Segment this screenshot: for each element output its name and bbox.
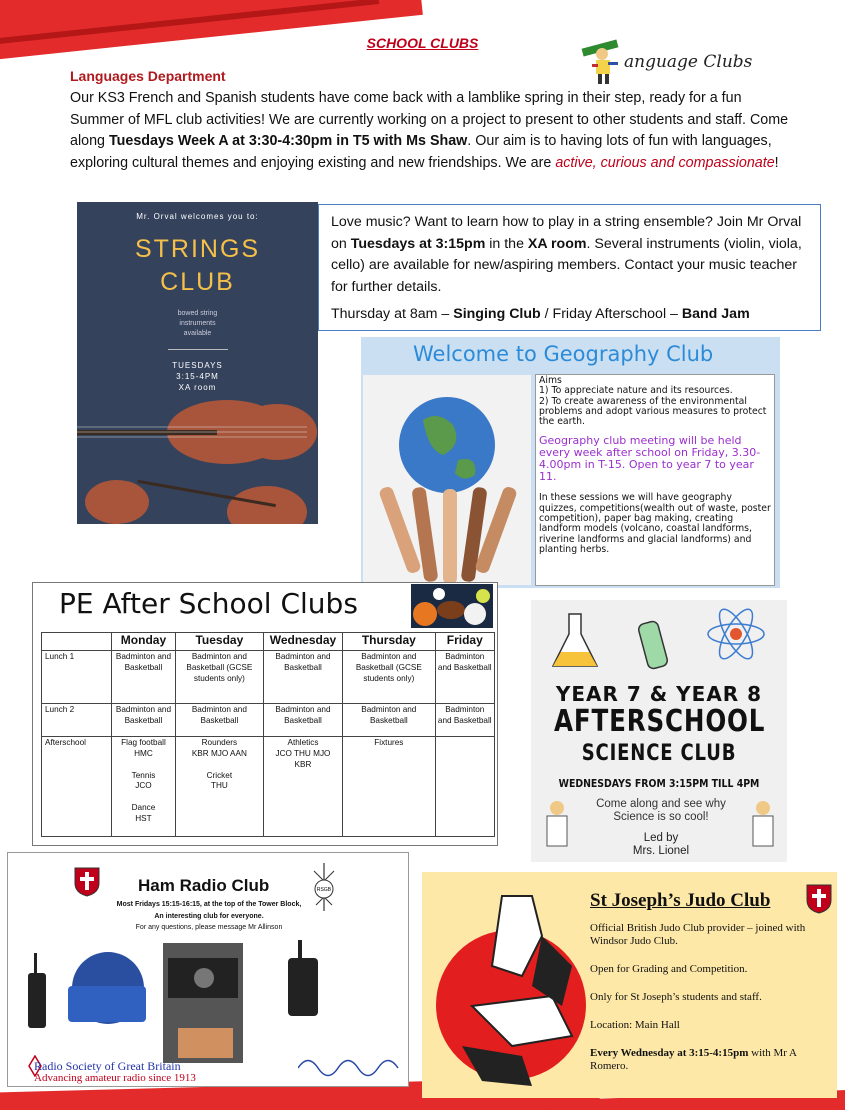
science-title-1: AFTERSCHOOL <box>554 704 766 739</box>
music-info-box <box>318 204 821 331</box>
languages-text-2: . Our aim is to having lots of fun with languages, exploring cultural themes and enjoying existing and new friendships. We are <box>70 133 772 171</box>
languages-text-3: ! <box>774 154 779 171</box>
club-staff: JCO THU MJO <box>275 748 331 758</box>
geography-text-panel <box>535 374 775 586</box>
club-name: Athletics <box>287 738 319 747</box>
page-title: SCHOOL CLUBS <box>366 35 479 51</box>
table-cell: Badminton and Basketball <box>435 651 494 704</box>
school-crest-icon <box>806 884 832 914</box>
table-cell: Badminton and Basketball <box>343 704 435 737</box>
table-cell: Badminton and Basketball <box>263 651 342 704</box>
table-cell <box>112 737 176 837</box>
strings-divider <box>168 349 228 350</box>
strings-club-poster <box>77 202 318 524</box>
club-name: Tennis <box>131 770 156 780</box>
geography-sessions: In these sessions we will have geography quizzes, competitions(wealth out of waste, poster competition), paper bag making, creating landform models (volcano, coastal landforms, riverine landforms and glacial landforms) and planting herbs. <box>539 492 771 555</box>
strings-welcome: Mr. Orval welcomes you to: <box>136 212 259 221</box>
languages-values: active, curious and compassionate <box>555 154 775 171</box>
table-cell <box>435 737 494 837</box>
table-row <box>42 704 495 737</box>
strings-sub-1: bowed string <box>177 310 218 317</box>
ham-society: Radio Society of Great Britain <box>34 1059 181 1073</box>
judo-eligibility: Only for St Joseph’s students and staff. <box>590 991 762 1003</box>
language-clubs-logo <box>578 38 758 88</box>
judo-throw-illustration <box>432 876 602 1096</box>
table-cell <box>343 737 435 837</box>
music-text-2: in the <box>485 235 528 252</box>
table-cell <box>263 737 342 837</box>
radio-equipment-illustration <box>8 938 409 1068</box>
geography-meeting: Geography club meeting will be held every week after school on Friday, 3.30-4.00pm in T-15. Open to year 7 to year 11. <box>539 434 761 484</box>
geography-aim-2: 2) To create awareness of the environmental problems and adopt various measures to protect the earth. <box>539 395 767 428</box>
geography-aims-label: Aims <box>539 375 562 386</box>
club-staff: HMC <box>134 748 153 758</box>
sports-balls-image <box>411 584 493 628</box>
science-years: YEAR 7 & YEAR 8 <box>555 682 763 706</box>
club-name: Rounders <box>201 738 238 747</box>
band-jam: Band Jam <box>681 306 750 322</box>
pe-col-header: Friday <box>435 633 494 651</box>
languages-text: Our KS3 French and Spanish students have come back with a lamblike spring in their step, ready for a fun Summer of MFL club activities! We are currently working on a project to present to other students and staff. Come along <box>70 90 789 149</box>
ham-radio-poster <box>7 852 409 1087</box>
judo-coach: with Mr A Romero. <box>590 1047 797 1072</box>
table-cell: Lunch 1 <box>42 651 112 704</box>
pe-col-header <box>42 633 112 651</box>
globe-icon <box>363 375 531 585</box>
school-crest-icon <box>74 867 100 897</box>
pe-col-header: Thursday <box>343 633 435 651</box>
ham-time: Most Fridays 15:15-16:15, at the top of the Tower Block, <box>116 901 302 908</box>
judo-heading: St Joseph’s Judo Club <box>590 890 771 911</box>
club-name: Flag football <box>121 738 166 747</box>
pe-heading: PE After School Clubs <box>59 587 358 620</box>
geography-heading: Welcome to Geography Club <box>413 342 714 366</box>
table-cell: Lunch 2 <box>42 704 112 737</box>
sports-balls-icon <box>411 584 493 628</box>
strings-day: TUESDAYS <box>172 361 223 370</box>
music-text-1: Love music? Want to learn how to play in a string ensemble? Join Mr Orval on <box>331 214 802 252</box>
judo-location: Location: Main Hall <box>590 1019 680 1031</box>
club-staff: KBR <box>294 759 312 769</box>
science-message: Come along and see why Science is so cool! <box>596 798 726 823</box>
ham-contact: For any questions, please message Mr Allinson <box>135 924 283 931</box>
judo-grading: Open for Grading and Competition. <box>590 963 748 975</box>
earth-hands-photo <box>363 375 531 585</box>
ham-slogan: Advancing amateur radio since 1913 <box>34 1072 196 1084</box>
judo-time: Every Wednesday at 3:15-4:15pm <box>590 1047 749 1059</box>
radio-wave-icon <box>298 1053 408 1083</box>
table-cell: Afterschool <box>42 737 112 837</box>
judo-body <box>590 922 830 1088</box>
geography-club-poster <box>361 337 780 588</box>
judo-provider: Official British Judo Club provider – joined with Windsor Judo Club. <box>590 922 806 947</box>
club-name: Dance <box>131 803 156 813</box>
rsgb-badge-text: RSGB <box>316 887 332 893</box>
languages-heading: Languages Department <box>70 68 226 84</box>
pe-col-header: Monday <box>112 633 176 651</box>
music-text-4: Thursday at 8am – <box>331 306 454 322</box>
music-time: Tuesdays at 3:15pm <box>350 235 486 252</box>
lab-equipment-icon <box>531 600 787 680</box>
club-staff: JCO <box>135 781 152 791</box>
science-teacher: Mrs. Lionel <box>632 845 690 857</box>
club-staff: KBR MJO AAN <box>191 748 247 758</box>
science-title-2: SCIENCE CLUB <box>581 741 737 766</box>
table-cell: Badminton and Basketball <box>435 704 494 737</box>
scientist-right-icon <box>743 798 783 858</box>
singing-club: Singing Club <box>453 306 541 322</box>
science-when: WEDNESDAYS FROM 3:15PM TILL 4PM <box>558 777 760 790</box>
strings-room: XA room <box>178 383 217 392</box>
languages-paragraph <box>70 88 790 174</box>
judo-club-poster <box>422 872 837 1098</box>
club-staff: THU <box>210 781 228 791</box>
cartoon-character-icon <box>578 38 624 86</box>
languages-time: Tuesdays Week A at 3:30-4:30pm in T5 with Ms Shaw <box>108 133 468 149</box>
strings-sub-2: instruments <box>179 320 216 327</box>
geography-aim-1: 1) To appreciate nature and its resources. <box>539 385 733 397</box>
strings-time: 3:15-4PM <box>176 372 219 381</box>
club-name: Cricket <box>206 770 233 780</box>
language-clubs-logo-text: anguage Clubs <box>624 52 753 72</box>
violin-illustration-icon <box>77 372 318 524</box>
club-name: Fixtures <box>374 738 404 747</box>
pe-col-header: Tuesday <box>175 633 263 651</box>
club-staff: HST <box>135 813 152 823</box>
ham-tagline: An interesting club for everyone. <box>154 913 264 920</box>
science-club-poster <box>531 600 787 862</box>
music-room: XA room <box>527 235 587 252</box>
table-cell <box>175 737 263 837</box>
table-cell: Badminton and Basketball <box>175 704 263 737</box>
strings-club-title: CLUB <box>160 268 235 296</box>
table-row <box>42 737 495 837</box>
pe-timetable <box>41 632 495 837</box>
table-cell: Badminton and Basketball <box>112 651 176 704</box>
table-cell: Badminton and Basketball <box>263 704 342 737</box>
science-led-label: Led by <box>643 832 679 844</box>
ham-heading: Ham Radio Club <box>138 876 270 895</box>
table-row <box>42 651 495 704</box>
strings-title: STRINGS <box>134 235 261 263</box>
music-text-5: / Friday Afterschool – <box>540 306 682 322</box>
table-cell: Badminton and Basketball <box>112 704 176 737</box>
pe-col-header: Wednesday <box>263 633 342 651</box>
table-cell: Badminton and Basketball (GCSE students only) <box>175 651 263 704</box>
strings-sub-3: available <box>183 330 212 337</box>
scientist-left-icon <box>537 798 577 858</box>
music-text-3: . Several instruments (violin, viola, cello) are available for new/aspiring members. Contact your music teacher for further details. <box>331 235 802 295</box>
table-cell: Badminton and Basketball (GCSE students only) <box>343 651 435 704</box>
pe-clubs-panel <box>32 582 498 846</box>
